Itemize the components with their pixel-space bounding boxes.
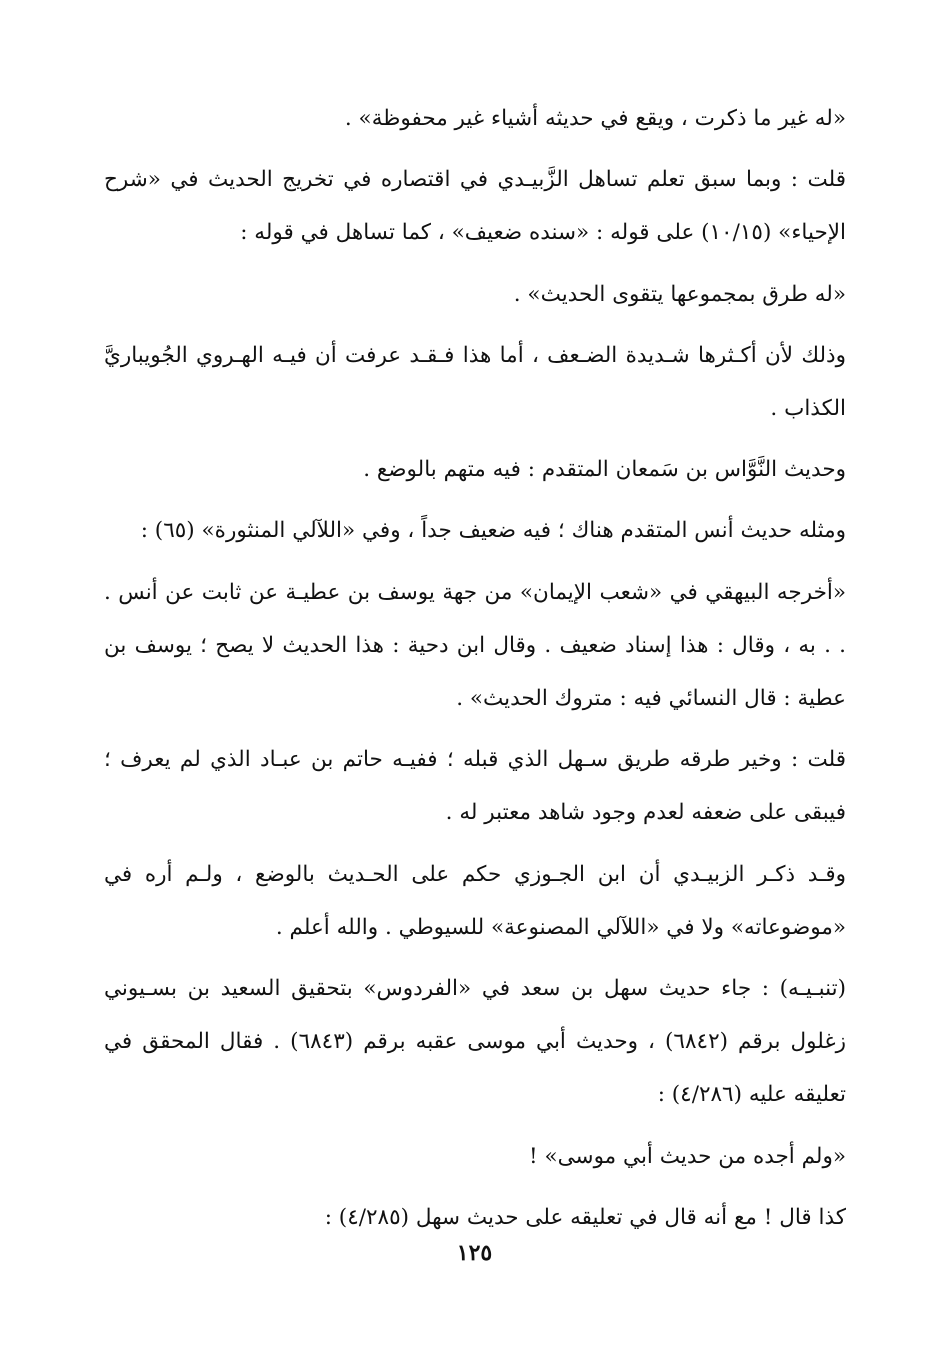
paragraph-6: ومثله حديث أنس المتقدم هناك ؛ فيه ضعيف جداً ، وفي «اللآلي المنثورة» (٦٥) :	[140, 518, 846, 544]
paragraph-8: قلت : وخير طرقه طريق سـهل الذي قبله ؛ ففيـه حاتم بن عبـاد الذي لم يعرف ؛ فيبقى على ضعفه لعدم وجود شاهد معتبر له .	[104, 747, 846, 826]
paragraph-4: وذلك لأن أكـثرها شـديدة الضـعف ، أما هذا فـقـد عرفت أن فيـه الهـروي الجُويباريَّ الكذاب .	[104, 342, 846, 422]
paragraph-quote-11: «ولم أجده من حديث أبي موسى» !	[529, 1143, 846, 1169]
body-text	[104, 92, 846, 1252]
paragraph-quote-3: «له طرق بمجموعها يتقوى الحديث» .	[513, 281, 846, 307]
paragraph-10: (تنبـيـه) : جاء حديث سهل بن سعد في «الفردوس» بتحقيق السعيد بن بسـيوني زغلول برقم (٦٨٤٢) ، وحديث أبي موسى عقبه برقم (٦٨٤٣) . فقال المحقق في تعليقه عليه (٤/٢٨٦) :	[104, 976, 846, 1108]
paragraph-5: وحديث النَّوَّاس بن سَمعان المتقدم : فيه متهم بالوضع .	[363, 457, 846, 483]
paragraph-quote-1: «له غير ما ذكرت ، ويقع في حديثه أشياء غير محفوظة» .	[344, 106, 846, 131]
paragraph-9: وقـد ذكـر الزبيـدي أن ابن الجـوزي حكم على الحـديث بالوضع ، ولـم أره في «موضوعاته» ولا في «اللآلي المصنوعة» للسيوطي . والله أعلم .	[104, 861, 846, 940]
paragraph-2: قلت : وبما سبق تعلم تساهل الزَّبيـدي في اقتصاره في تخريج الحديث في «شرح الإحياء» (١٠/١٥) على قوله : «سنده ضعيف» ، كما تساهل في قوله :	[104, 167, 846, 246]
paragraph-quote-7: «أخرجه البيهقي في «شعب الإيمان» من جهة يوسف بن عطيـة عن ثابت عن أنس . . . به ، وقال : هذا إسناد ضعيف . وقال ابن دحية : هذا الحديث لا يصح ؛ يوسف بن عطية : قال النسائي فيه : متروك الحديث» .	[104, 579, 846, 712]
page-number: ١٢٥	[456, 1240, 493, 1266]
paragraph-12: كذا قال ! مع أنه قال في تعليقه على حديث سهل (٤/٢٨٥) :	[324, 1204, 846, 1230]
